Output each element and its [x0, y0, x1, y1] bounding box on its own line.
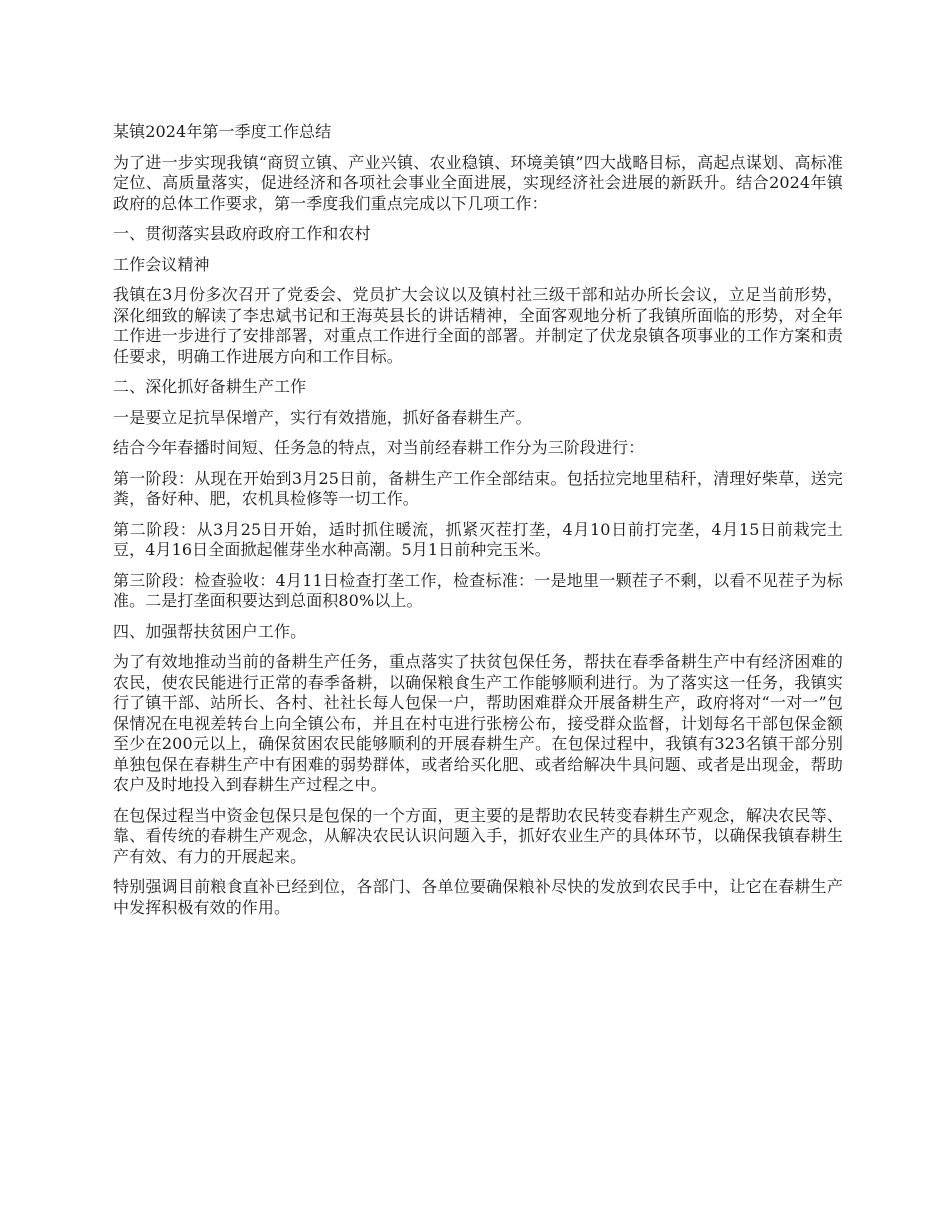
- paragraph-subsidy: 特别强调目前粮食直补已经到位，各部门、各单位要确保粮补尽快的发放到农民手中，让它在春耕生产中发挥积极有效的作用。: [113, 877, 843, 917]
- document-title: 某镇2024年第一季度工作总结: [113, 122, 332, 141]
- document-page: [113, 122, 843, 928]
- section-heading-4: 四、加强帮扶贫困户工作。: [113, 621, 307, 641]
- paragraph-meetings: 我镇在3月份多次召开了党委会、党员扩大会议以及镇村社三级干部和站办所长会议，立足当前形势，深化细致的解读了李忠斌书记和王海英县长的讲话精神，全面客观地分析了我镇所面临的形势，对全年工作进一步进行了安排部署，对重点工作进行全面的部署。并制定了伏龙泉镇各项事业的工作方案和责任要求，明确工作进展方向和工作目标。: [113, 285, 843, 366]
- paragraph-stage-2: 第二阶段：从3月25日开始，适时抓住暖流，抓紧灭茬打垄，4月10日前打完垄，4月15日前栽完土豆，4月16日全面掀起催芽坐水种高潮。5月1日前种完玉米。: [113, 519, 843, 559]
- section-heading-2: 二、深化抓好备耕生产工作: [113, 377, 307, 396]
- paragraph-drought: 一是要立足抗旱保增产，实行有效措施，抓好备春耕生产。: [113, 407, 532, 427]
- paragraph-intro: 为了进一步实现我镇“商贸立镇、产业兴镇、农业稳镇、环境美镇”四大战略目标，高起点谋划、高标准定位、高质量落实，促进经济和各项社会事业全面进展，实现经济社会进展的新跃升。结合2024年镇政府的总体工作要求，第一季度我们重点完成以下几项工作：: [113, 152, 843, 213]
- paragraph-three-stages: 结合今年春播时间短、任务急的特点，对当前经春耕工作分为三阶段进行：: [113, 438, 645, 457]
- paragraph-stage-1: 第一阶段：从现在开始到3月25日前，备耕生产工作全部结束。包括拉完地里秸秆，清理好柴草，送完粪，备好种、肥，农机具检修等一切工作。: [113, 468, 843, 508]
- section-heading-1-cont: 工作会议精神: [113, 254, 210, 274]
- paragraph-stage-3: 第三阶段：检查验收：4月11日检查打垄工作，检查标准：一是地里一颗茬子不剩，以看不见茬子为标准。二是打垄面积要达到总面积80%以上。: [113, 570, 843, 610]
- section-heading-1: 一、贯彻落实县政府政府工作和农村: [113, 224, 371, 243]
- paragraph-funding: 在包保过程当中资金包保只是包保的一个方面，更主要的是帮助农民转变春耕生产观念，解决农民等、靠、看传统的春耕生产观念，从解决农民认识问题入手，抓好农业生产的具体环节，以确保我镇春耕生产有效、有力的开展起来。: [113, 805, 843, 866]
- paragraph-poverty-aid: 为了有效地推动当前的备耕生产任务，重点落实了扶贫包保任务，帮扶在春季备耕生产中有经济困难的农民，使农民能进行正常的春季备耕，以确保粮食生产工作能够顺利进行。为了落实这一任务，我镇实行了镇干部、站所长、各村、社社长每人包保一户，帮助困难群众开展备耕生产，政府将对“一对一”包保情况在电视差转台上向全镇公布，并且在村屯进行张榜公布，接受群众监督，计划每名干部包保金额至少在200元以上，确保贫困农民能够顺利的开展春耕生产。在包保过程中，我镇有323名镇干部分别单独包保在春耕生产中有困难的弱势群体，或者给买化肥、或者给解决牛具问题、或者是出现金，帮助农户及时地投入到春耕生产过程之中。: [113, 652, 843, 794]
